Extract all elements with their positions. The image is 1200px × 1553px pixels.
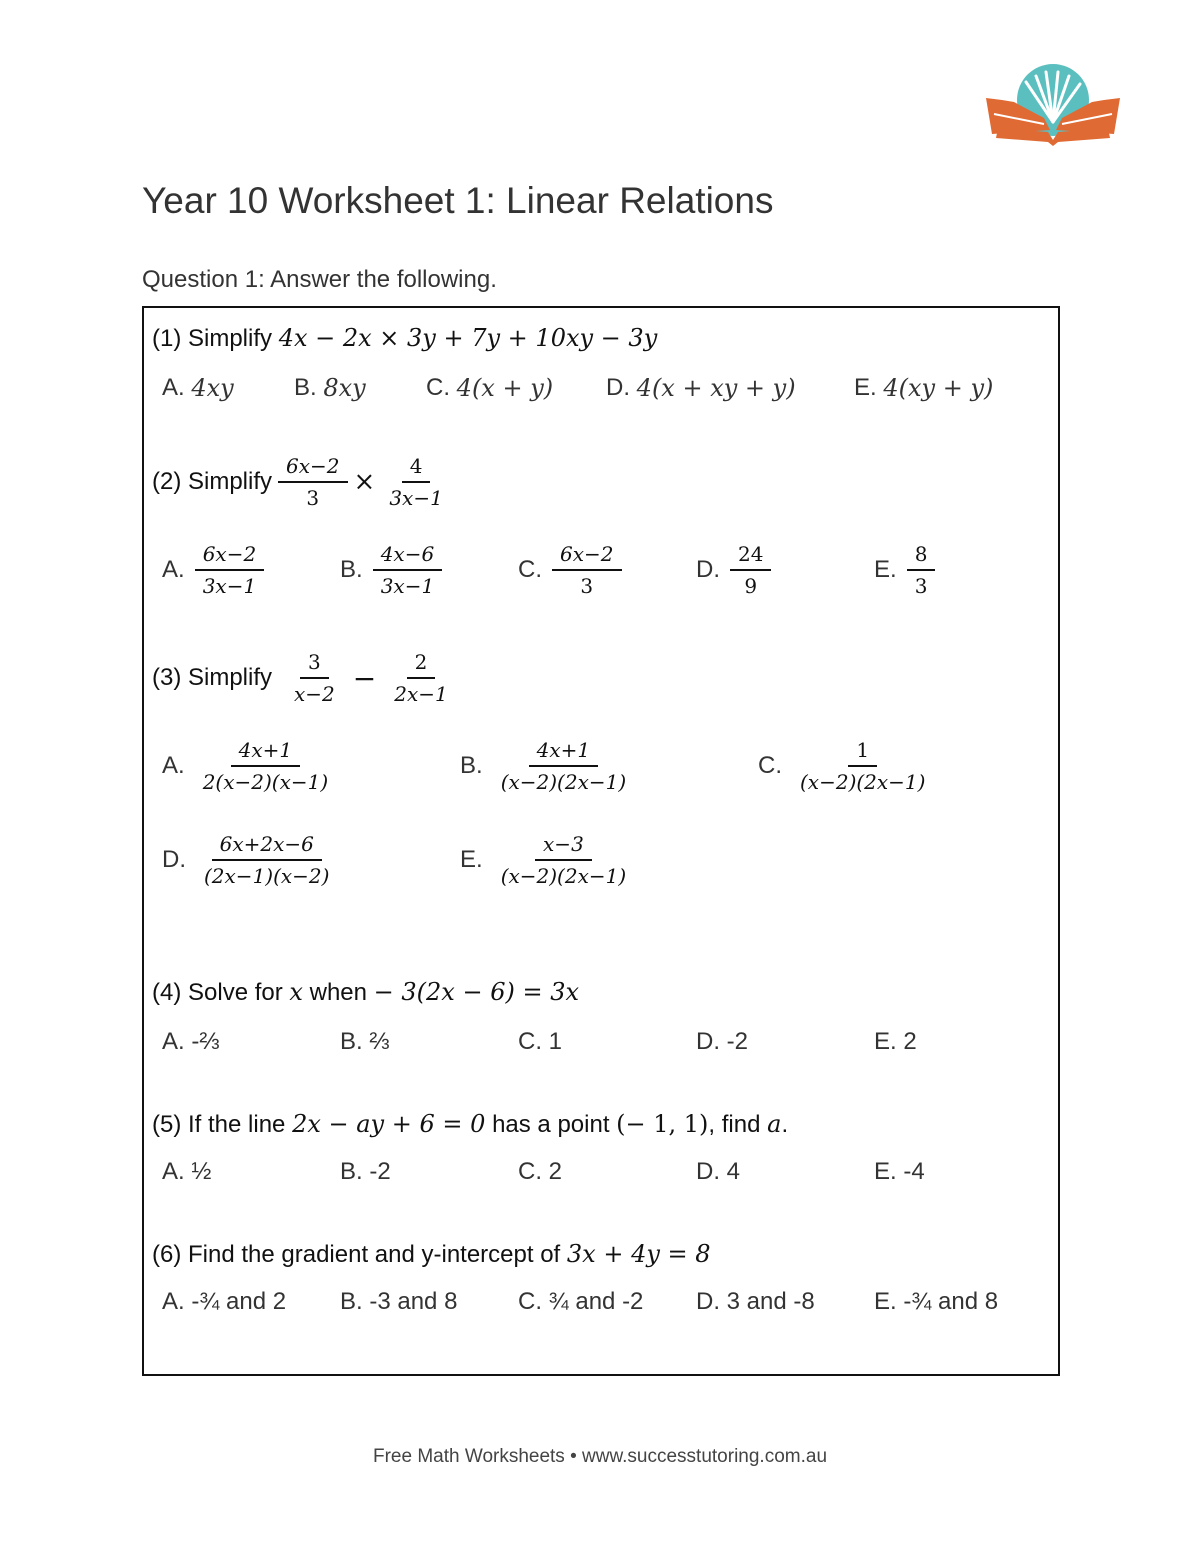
q1-option-e[interactable]: E. 4(xy + y)	[854, 374, 994, 402]
q3-option-e-fraction: $\frac{x-3}{(x-2)(2x-1)}$	[500, 832, 627, 888]
q5-option-a[interactable]: A. ½	[162, 1158, 212, 1185]
question-box	[142, 306, 1060, 1376]
q6-option-d[interactable]: D. 3 and -8	[696, 1288, 815, 1315]
q6-option-c[interactable]: C. ¾ and -2	[518, 1288, 644, 1315]
question-6-equation: 3x + 4y = 8	[566, 1240, 711, 1268]
question-3-fraction-2: $\frac{2}{2x-1}$	[394, 650, 448, 706]
question-6-prompt: (6) Find the gradient and y-intercept of 3x + 4y = 8	[152, 1240, 711, 1268]
q2-option-c-fraction: $\frac{6x-2}{3}$	[552, 542, 622, 598]
question-2-prompt	[152, 454, 457, 510]
question-1-prompt	[152, 324, 657, 353]
open-book-logo-icon	[984, 56, 1122, 146]
q1-option-c[interactable]: C. 4(x + y)	[426, 374, 554, 402]
q2-option-a[interactable]: A. $\frac{6x-2}{3x-1}$	[162, 542, 270, 598]
q6-option-e[interactable]: E. -¾ and 8	[874, 1288, 999, 1315]
q2-option-a-fraction: $\frac{6x-2}{3x-1}$	[195, 542, 265, 598]
q4-option-d[interactable]: D. -2	[696, 1028, 749, 1055]
question-4-equation: − 3(2x − 6) = 3x	[373, 978, 580, 1006]
q3-option-d[interactable]: D. $\frac{6x+2x-6}{(2x-1)(x-2)}$	[162, 832, 343, 888]
q3-option-d-fraction: $\frac{6x+2x-6}{(2x-1)(x-2)}$	[204, 832, 330, 888]
question-3-operator: −	[352, 661, 377, 695]
q3-option-c-fraction: $\frac{1}{(x-2)(2x-1)}$	[800, 738, 926, 794]
q5-option-e[interactable]: E. -4	[874, 1158, 925, 1185]
q4-option-b[interactable]: B. ⅔	[340, 1028, 390, 1055]
worksheet-title: Year 10 Worksheet 1: Linear Relations	[142, 180, 774, 221]
q3-option-b[interactable]: B. $\frac{4x+1}{(x-2)(2x-1)}$	[460, 738, 640, 794]
q4-option-a[interactable]: A. -⅔	[162, 1028, 220, 1055]
q5-option-c[interactable]: C. 2	[518, 1158, 563, 1185]
question-1-expression: 4x − 2x × 3y + 7y + 10xy − 3y	[278, 324, 658, 352]
q3-option-a-fraction: $\frac{4x+1}{2(x-2)(x-1)}$	[202, 738, 329, 794]
question-2-text: (2) Simplify	[152, 468, 273, 495]
question-4-prompt: (4) Solve for x when − 3(2x − 6) = 3x	[152, 978, 580, 1006]
question-instruction: Question 1: Answer the following.	[142, 266, 497, 293]
q3-option-e[interactable]: E. $\frac{x-3}{(x-2)(2x-1)}$	[460, 832, 640, 888]
q1-option-d[interactable]: D. 4(x + xy + y)	[606, 374, 796, 402]
q3-option-b-fraction: $\frac{4x+1}{(x-2)(2x-1)}$	[500, 738, 627, 794]
q2-option-e-fraction: $\frac{8}{3}$	[907, 542, 936, 598]
q3-option-c[interactable]: C. $\frac{1}{(x-2)(2x-1)}$	[758, 738, 939, 794]
q6-option-b[interactable]: B. -3 and 8	[340, 1288, 458, 1315]
q2-option-d[interactable]: D. $\frac{24}{9}$	[696, 542, 777, 598]
page-footer: Free Math Worksheets • www.successtutoring.com.au	[372, 1446, 828, 1467]
q4-option-e[interactable]: E. 2	[874, 1028, 917, 1055]
question-5-prompt: (5) If the line 2x − ay + 6 = 0 has a point (− 1, 1), find a.	[152, 1110, 789, 1138]
q2-option-c[interactable]: C. $\frac{6x-2}{3}$	[518, 542, 628, 598]
q5-option-b[interactable]: B. -2	[340, 1158, 391, 1185]
question-2-fraction-1: $\frac{6x-2}{3}$	[278, 454, 348, 510]
question-3-fraction-1: $\frac{3}{x-2}$	[294, 650, 335, 706]
q2-option-d-fraction: $\frac{24}{9}$	[730, 542, 771, 598]
q5-option-d[interactable]: D. 4	[696, 1158, 741, 1185]
q6-option-a[interactable]: A. -¾ and 2	[162, 1288, 287, 1315]
q4-option-c[interactable]: C. 1	[518, 1028, 563, 1055]
q2-option-b-fraction: $\frac{4x-6}{3x-1}$	[373, 542, 443, 598]
question-1-text: (1) Simplify	[152, 325, 273, 352]
q1-option-b[interactable]: B. 8xy	[294, 374, 366, 402]
q2-option-e[interactable]: E. $\frac{8}{3}$	[874, 542, 941, 598]
q3-option-a[interactable]: A. $\frac{4x+1}{2(x-2)(x-1)}$	[162, 738, 342, 794]
question-2-operator: ×	[353, 467, 376, 497]
q2-option-b[interactable]: B. $\frac{4x-6}{3x-1}$	[340, 542, 448, 598]
question-5-equation: 2x − ay + 6 = 0	[292, 1110, 486, 1138]
question-2-fraction-2: $\frac{4}{3x-1}$	[389, 454, 443, 510]
question-3-text: (3) Simplify	[152, 664, 273, 691]
question-5-point: (− 1, 1)	[616, 1110, 709, 1138]
q1-option-a[interactable]: A. 4xy	[162, 374, 234, 402]
question-3-prompt	[152, 650, 462, 706]
